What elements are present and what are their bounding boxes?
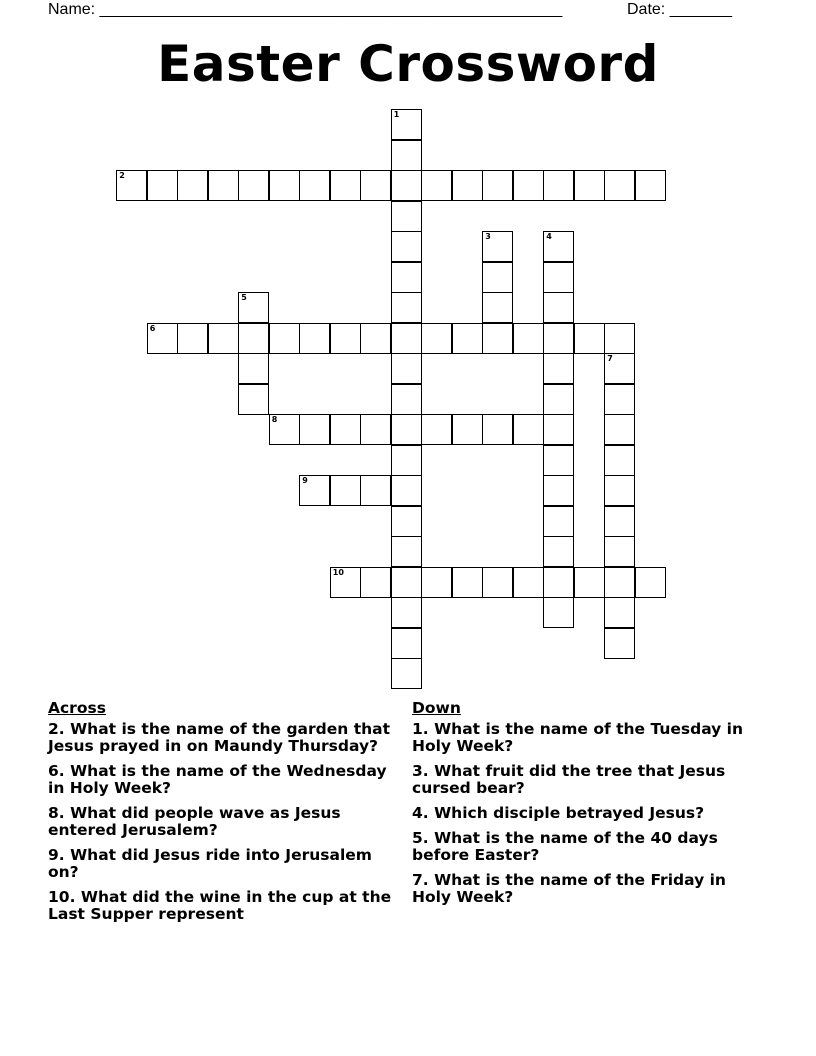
grid-cell[interactable]: [116, 170, 147, 201]
grid-cell[interactable]: [238, 292, 269, 323]
grid-cell[interactable]: [543, 414, 574, 445]
grid-cell[interactable]: [391, 109, 422, 140]
grid-cell[interactable]: [391, 536, 422, 567]
across-clue: [48, 721, 393, 755]
grid-cell[interactable]: [543, 323, 574, 354]
grid-cell[interactable]: [391, 353, 422, 384]
clue-number-label: 8.: [48, 804, 65, 822]
clue-text: What is the name of the Friday in Holy Week?: [412, 871, 726, 906]
grid-cell[interactable]: [238, 170, 269, 201]
grid-cell[interactable]: [543, 292, 574, 323]
grid-cell[interactable]: [391, 323, 422, 354]
clue-text: What is the name of the Tuesday in Holy Week?: [412, 720, 744, 755]
grid-cell[interactable]: [177, 323, 208, 354]
grid-cell[interactable]: [421, 170, 452, 201]
down-clue-list: [412, 721, 757, 906]
grid-cell[interactable]: [391, 658, 422, 689]
grid-cell[interactable]: [238, 353, 269, 384]
clue-number: 10: [332, 567, 344, 577]
down-clue: [412, 830, 757, 864]
down-clue: [412, 805, 757, 822]
grid-cell[interactable]: [360, 414, 391, 445]
grid-cell[interactable]: [604, 506, 635, 537]
grid-cell[interactable]: [391, 628, 422, 659]
grid-cell[interactable]: [604, 353, 635, 384]
grid-cell[interactable]: [299, 170, 330, 201]
grid-cell[interactable]: [604, 475, 635, 506]
grid-cell[interactable]: [452, 323, 483, 354]
grid-cell[interactable]: [360, 323, 391, 354]
grid-cell[interactable]: [543, 506, 574, 537]
grid-cell[interactable]: [513, 323, 544, 354]
grid-cell[interactable]: [391, 292, 422, 323]
grid-cell[interactable]: [543, 475, 574, 506]
across-clue: [48, 805, 393, 839]
grid-cell[interactable]: [391, 567, 422, 598]
grid-cell[interactable]: [543, 262, 574, 293]
clue-number: 4: [546, 232, 552, 242]
grid-cell[interactable]: [391, 475, 422, 506]
grid-cell[interactable]: [391, 384, 422, 415]
clue-number-label: 7.: [412, 871, 429, 889]
grid-cell[interactable]: [360, 475, 391, 506]
page-title: Easter Crossword: [157, 35, 659, 93]
clue-text: What did the wine in the cup at the Last Supper represent: [48, 888, 392, 923]
grid-cell[interactable]: [604, 536, 635, 567]
grid-cell[interactable]: [604, 567, 635, 598]
clue-number-label: 5.: [412, 829, 429, 847]
clue-number-label: 3.: [412, 762, 429, 780]
grid-cell[interactable]: [574, 323, 605, 354]
grid-cell[interactable]: [635, 170, 666, 201]
clue-number-label: 9.: [48, 846, 65, 864]
grid-cell[interactable]: [482, 231, 513, 262]
clue-number: 6: [149, 323, 156, 333]
grid-cell[interactable]: [574, 567, 605, 598]
down-clues: [412, 700, 757, 914]
grid-cell[interactable]: [543, 170, 574, 201]
clue-number: 5: [241, 293, 247, 303]
grid-cell[interactable]: [330, 414, 361, 445]
clue-number: 7: [607, 354, 613, 364]
grid-cell[interactable]: [635, 567, 666, 598]
name-field[interactable]: Name: ____________________________________________________: [48, 1, 563, 18]
grid-cell[interactable]: [482, 170, 513, 201]
clue-number: 9: [302, 476, 308, 486]
across-clue-list: [48, 721, 393, 923]
grid-cell[interactable]: [391, 201, 422, 232]
grid-cell[interactable]: [360, 170, 391, 201]
clue-number: 3: [485, 232, 491, 242]
across-heading: Across: [48, 699, 106, 717]
grid-cell[interactable]: [391, 597, 422, 628]
down-clue: [412, 763, 757, 797]
grid-cell[interactable]: [421, 323, 452, 354]
grid-cell[interactable]: [604, 384, 635, 415]
across-clue: [48, 763, 393, 797]
grid-cell[interactable]: [513, 567, 544, 598]
grid-cell[interactable]: [543, 353, 574, 384]
grid-cell[interactable]: [543, 536, 574, 567]
grid-cell[interactable]: [269, 414, 300, 445]
grid-cell[interactable]: [421, 567, 452, 598]
grid-cell[interactable]: [360, 567, 391, 598]
grid-cell[interactable]: [482, 323, 513, 354]
grid-cell[interactable]: [391, 231, 422, 262]
grid-cell[interactable]: [391, 445, 422, 476]
across-clue: [48, 847, 393, 881]
across-clues: [48, 700, 393, 931]
grid-cell[interactable]: [604, 597, 635, 628]
grid-cell[interactable]: [177, 170, 208, 201]
grid-cell[interactable]: [482, 262, 513, 293]
grid-cell[interactable]: [452, 414, 483, 445]
grid-cell[interactable]: [604, 170, 635, 201]
grid-cell[interactable]: [299, 414, 330, 445]
grid-cell[interactable]: [574, 170, 605, 201]
grid-cell[interactable]: [543, 231, 574, 262]
grid-cell[interactable]: [299, 323, 330, 354]
grid-cell[interactable]: [543, 445, 574, 476]
grid-cell[interactable]: [391, 170, 422, 201]
grid-cell[interactable]: [482, 292, 513, 323]
grid-cell[interactable]: [330, 567, 361, 598]
clue-number-label: 1.: [412, 720, 429, 738]
grid-cell[interactable]: [330, 475, 361, 506]
clue-number-label: 6.: [48, 762, 65, 780]
grid-cell[interactable]: [452, 567, 483, 598]
grid-cell[interactable]: [604, 414, 635, 445]
grid-cell[interactable]: [482, 567, 513, 598]
grid-cell[interactable]: [238, 323, 269, 354]
down-clue: [412, 872, 757, 906]
grid-cell[interactable]: [391, 506, 422, 537]
grid-cell[interactable]: [299, 475, 330, 506]
date-field[interactable]: Date: _______: [627, 1, 732, 18]
grid-cell[interactable]: [238, 384, 269, 415]
clue-text: What is the name of the Wednesday in Holy Week?: [48, 762, 387, 797]
clue-number: 2: [119, 171, 125, 181]
grid-cell[interactable]: [269, 323, 300, 354]
clue-number-label: 10.: [48, 888, 76, 906]
clue-text: What did people wave as Jesus entered Jerusalem?: [48, 804, 341, 839]
grid-cell[interactable]: [543, 384, 574, 415]
down-clue: [412, 721, 757, 755]
grid-cell[interactable]: [421, 414, 452, 445]
clue-text: What did Jesus ride into Jerusalem on?: [48, 846, 372, 881]
grid-cell[interactable]: [147, 170, 178, 201]
grid-cell[interactable]: [391, 140, 422, 171]
clue-number-label: 4.: [412, 804, 429, 822]
grid-cell[interactable]: [208, 170, 239, 201]
grid-cell[interactable]: [391, 262, 422, 293]
grid-cell[interactable]: [330, 323, 361, 354]
clue-text: Which disciple betrayed Jesus?: [428, 804, 705, 822]
grid-cell[interactable]: [543, 597, 574, 628]
grid-cell[interactable]: [543, 567, 574, 598]
grid-cell[interactable]: [513, 414, 544, 445]
down-heading: Down: [412, 699, 461, 717]
across-clue: [48, 889, 393, 923]
clue-number: 1: [393, 110, 400, 120]
grid-cell[interactable]: [513, 170, 544, 201]
grid-cell[interactable]: [330, 170, 361, 201]
clue-text: What is the name of the 40 days before Easter?: [412, 829, 718, 864]
clue-number-label: 2.: [48, 720, 65, 738]
grid-cell[interactable]: [147, 323, 178, 354]
clue-text: What fruit did the tree that Jesus cursed bear?: [412, 762, 726, 797]
grid-cell[interactable]: [391, 414, 422, 445]
grid-cell[interactable]: [482, 414, 513, 445]
grid-cell[interactable]: [604, 323, 635, 354]
clue-text: What is the name of the garden that Jesus prayed in on Maundy Thursday?: [48, 720, 391, 755]
grid-cell[interactable]: [604, 445, 635, 476]
clue-number: 8: [271, 415, 278, 425]
grid-cell[interactable]: [208, 323, 239, 354]
grid-cell[interactable]: [604, 628, 635, 659]
grid-cell[interactable]: [452, 170, 483, 201]
grid-cell[interactable]: [269, 170, 300, 201]
